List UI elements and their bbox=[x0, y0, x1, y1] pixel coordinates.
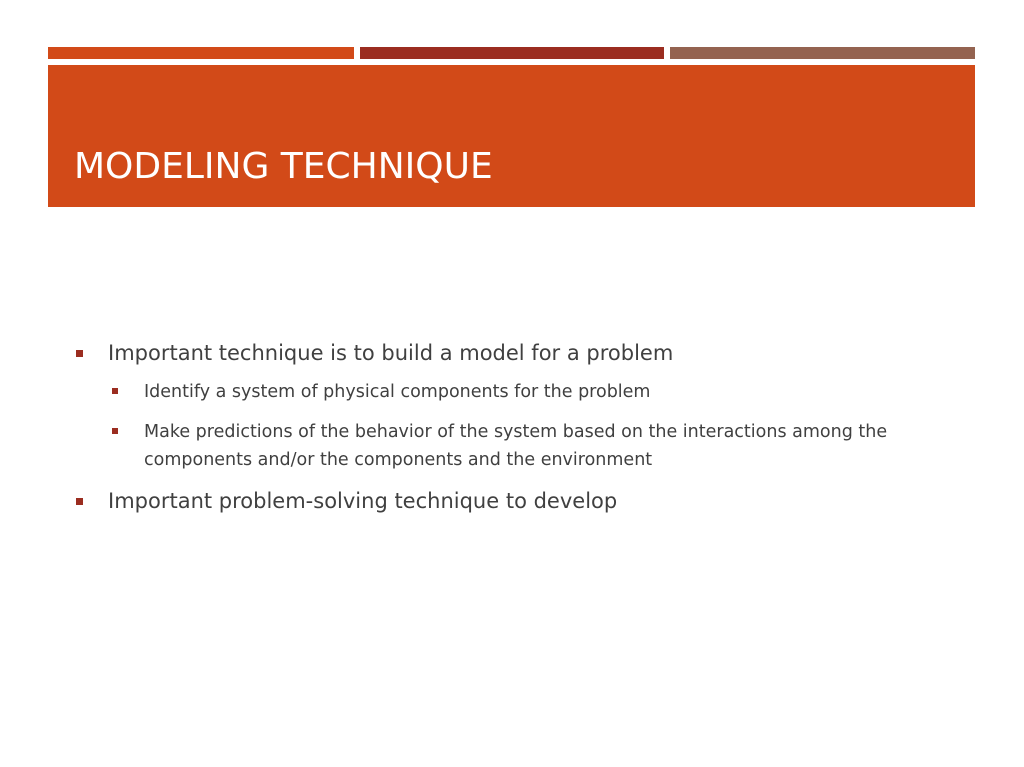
bullet-text: Make predictions of the behavior of the system based on the interactions among the components and/or the components and the environment bbox=[144, 422, 888, 470]
slide-title: MODELING TECHNIQUE bbox=[74, 146, 493, 187]
bullet-text: Identify a system of physical components for the problem bbox=[144, 382, 651, 402]
accent-bar-brown bbox=[670, 47, 975, 59]
sub-bullet-item bbox=[72, 418, 944, 474]
accent-bar-red bbox=[360, 47, 664, 59]
square-bullet-icon bbox=[112, 388, 118, 394]
bullet-item bbox=[72, 338, 972, 368]
square-bullet-icon bbox=[76, 350, 83, 357]
square-bullet-icon bbox=[76, 498, 83, 505]
title-banner bbox=[48, 65, 975, 207]
accent-bar-orange bbox=[48, 47, 354, 59]
bullet-text: Important technique is to build a model for a problem bbox=[108, 341, 674, 365]
sub-bullet-item bbox=[72, 378, 972, 406]
bullet-list bbox=[72, 338, 972, 526]
bullet-text: Important problem-solving technique to develop bbox=[108, 489, 618, 513]
bullet-item bbox=[72, 486, 972, 516]
square-bullet-icon bbox=[112, 428, 118, 434]
